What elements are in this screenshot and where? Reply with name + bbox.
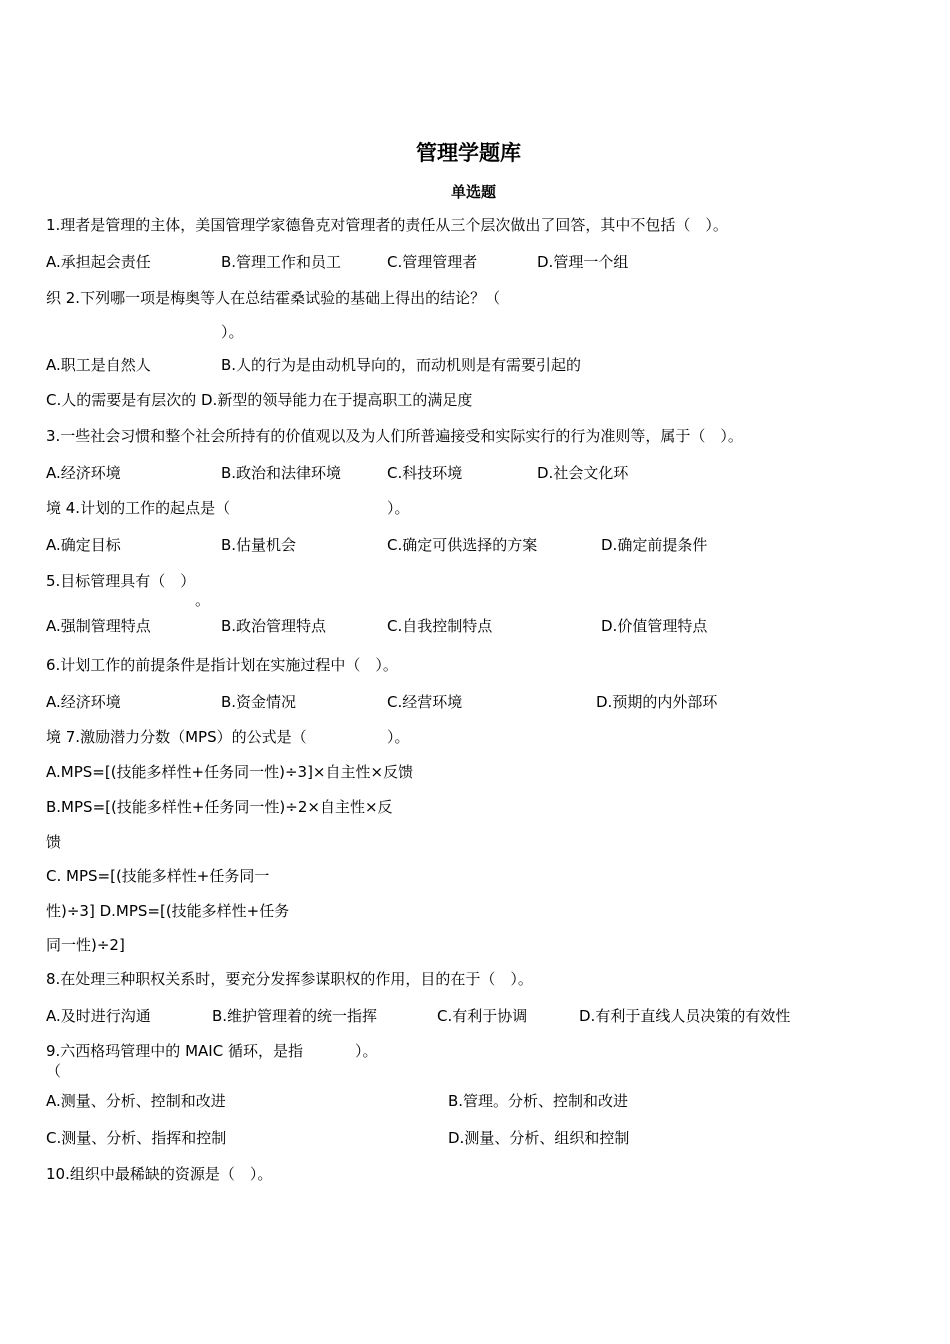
option-d: D.社会文化环 [537, 464, 629, 482]
option-c: C.有利于协调 [437, 1007, 528, 1025]
option-d-tail: 同一性)÷2] [46, 936, 125, 954]
question-9-tail: ）。 [355, 1042, 378, 1060]
option-c-d: C.人的需要是有层次的 D.新型的领导能力在于提高职工的满足度 [46, 391, 473, 409]
option-d: D.确定前提条件 [601, 536, 708, 554]
option-c: C.管理管理者 [387, 253, 478, 271]
question-2: 织 2.下列哪一项是梅奥等人在总结霍桑试验的基础上得出的结论？（ [46, 289, 501, 307]
option-d: D.预期的内外部环 [596, 693, 718, 711]
question-5: 5.目标管理具有（ ） [46, 572, 196, 590]
section-heading: 单选题 [451, 183, 497, 201]
question-10: 10.组织中最稀缺的资源是（ ）。 [46, 1165, 273, 1183]
question-9: 9.六西格玛管理中的 MAIC 循环，是指 [46, 1042, 303, 1060]
option-a: A.承担起会责任 [46, 253, 151, 271]
question-9-paren: （ [46, 1062, 62, 1080]
option-c: C.经营环境 [387, 693, 463, 711]
question-3: 3.一些社会习惯和整个社会所持有的价值观以及为人们所普遍接受和实际实行的行为准则等，属于（ ）。 [46, 427, 743, 445]
question-8: 8.在处理三种职权关系时，要充分发挥参谋职权的作用，目的在于（ ）。 [46, 970, 533, 988]
option-c: C. MPS=[(技能多样性+任务同一 [46, 867, 270, 885]
option-d: D.管理一个组 [537, 253, 629, 271]
option-a: A.MPS=[(技能多样性+任务同一性)÷3]×自主性×反馈 [46, 763, 414, 781]
option-a: A.强制管理特点 [46, 617, 151, 635]
option-b: B.人的行为是由动机导向的，而动机则是有需要引起的 [221, 356, 582, 374]
option-a: A.经济环境 [46, 693, 121, 711]
option-c: C.科技环境 [387, 464, 463, 482]
option-a: A.及时进行沟通 [46, 1007, 151, 1025]
option-b: B.维护管理着的统一指挥 [212, 1007, 378, 1025]
option-a: A.职工是自然人 [46, 356, 151, 374]
question-2-tail: ）。 [221, 323, 244, 341]
option-c-d: 性)÷3] D.MPS=[(技能多样性+任务 [46, 902, 290, 920]
question-6: 6.计划工作的前提条件是指计划在实施过程中（ ）。 [46, 656, 398, 674]
question-4-tail: ）。 [387, 499, 410, 517]
question-4: 境 4.计划的工作的起点是（ [46, 499, 231, 517]
option-b: B.MPS=[(技能多样性+任务同一性)÷2×自主性×反 [46, 798, 393, 816]
question-7-tail: ）。 [387, 728, 410, 746]
option-b: B.管理。分析、控制和改进 [448, 1092, 629, 1110]
option-a: A.确定目标 [46, 536, 121, 554]
option-b: B.估量机会 [221, 536, 297, 554]
option-b: B.政治管理特点 [221, 617, 327, 635]
question-1: 1.理者是管理的主体，美国管理学家德鲁克对管理者的责任从三个层次做出了回答，其中不包括（ ）。 [46, 216, 728, 234]
option-c: C.测量、分析、指挥和控制 [46, 1129, 227, 1147]
option-b: B.管理工作和员工 [221, 253, 342, 271]
question-5-tail: 。 [195, 591, 211, 609]
option-d: D.测量、分析、组织和控制 [448, 1129, 630, 1147]
option-a: A.经济环境 [46, 464, 121, 482]
option-d: D.价值管理特点 [601, 617, 708, 635]
option-b: B.资金情况 [221, 693, 297, 711]
option-b: B.政治和法律环境 [221, 464, 342, 482]
option-d: D.有利于直线人员决策的有效性 [579, 1007, 791, 1025]
option-c: C.确定可供选择的方案 [387, 536, 538, 554]
option-b-tail: 馈 [46, 833, 62, 851]
option-a: A.测量、分析、控制和改进 [46, 1092, 226, 1110]
page-title: 管理学题库 [416, 141, 521, 165]
option-c: C.自我控制特点 [387, 617, 493, 635]
question-7: 境 7.激励潜力分数（MPS）的公式是（ [46, 728, 307, 746]
